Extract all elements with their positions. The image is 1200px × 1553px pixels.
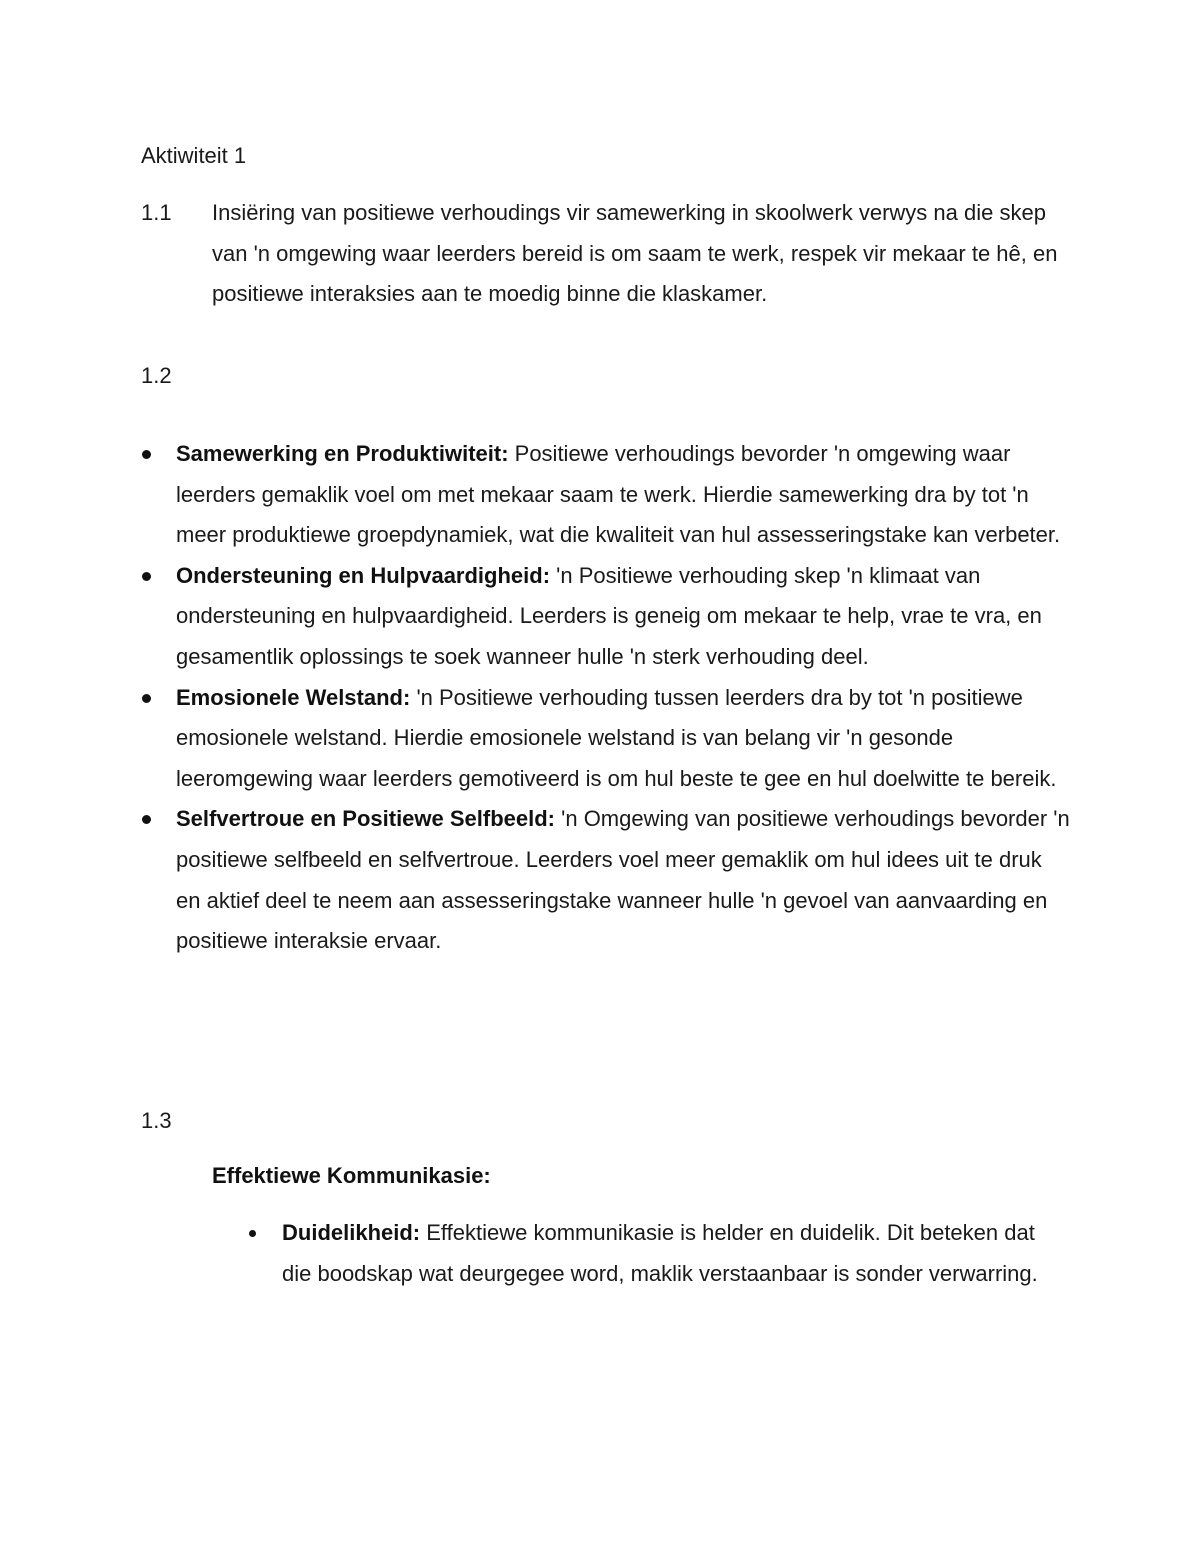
list-item [141, 434, 1071, 556]
section-1-1-paragraph: Insiëring van positiewe verhoudings vir samewerking in skoolwerk verwys na die skep van 'n omgewing waar leerders bereid is om saam te werk, respek vir mekaar te hê, en positiewe interaksies aan te moedig binne die klaskamer. [212, 200, 1058, 306]
bullet-text: Effektiewe kommunikasie is helder en duidelik. Dit beteken dat die boodskap wat deurgegee word, maklik verstaanbaar is sonder verwarring. [282, 1220, 1038, 1286]
section-number-1-1: 1.1 [141, 200, 172, 225]
bullet-text: Positiewe verhoudings bevorder 'n omgewing waar leerders gemaklik voel om met mekaar saam te werk. Hierdie samewerking dra by tot 'n meer produktiewe groepdynamiek, wat die kwaliteit van hul assesseringstake kan verbeter. [176, 441, 1061, 548]
bullet-text: 'n Positiewe verhouding tussen leerders dra by tot 'n positiewe emosionele welstand. Hierdie emosionele welstand is van belang vir 'n gesonde leeromgewing waar leerders gemotiveerd is om hul beste te gee en hul doelwitte te bereik. [176, 684, 1057, 791]
bullet-text: 'n Positiewe verhouding skep 'n klimaat van ondersteuning en hulpvaardigheid. Leerders is geneig om mekaar te help, vrae te vra, en gesamentlik oplossings te soek wanneer hulle 'n sterk verhouding deel. [176, 562, 1042, 669]
list-item [141, 556, 1071, 678]
bullet-icon [142, 450, 151, 459]
list-item [247, 1213, 1067, 1294]
document-title: Aktiwiteit 1 [141, 143, 247, 168]
bullet-text: 'n Omgewing van positiewe verhoudings bevorder 'n positiewe selfbeeld en selfvertroue. Leerders voel meer gemaklik om hul idees uit te druk en aktief deel te neem aan assesseringstake wanneer hulle 'n gevoel van aanvaarding en positiewe interaksie ervaar. [176, 806, 1070, 954]
bullet-term: Ondersteuning en Hulpvaardigheid: [176, 562, 551, 588]
bullet-icon [142, 815, 151, 824]
bullet-term: Duidelikheid: [282, 1220, 421, 1245]
section-number-1-3: 1.3 [141, 1108, 172, 1133]
bullet-term: Emosionele Welstand: [176, 684, 411, 710]
bullet-term: Selfvertroue en Positiewe Selfbeeld: [176, 806, 556, 832]
section-1-3-heading: Effektiewe Kommunikasie: [212, 1163, 491, 1188]
bullet-icon [249, 1230, 256, 1237]
bullet-icon [142, 694, 151, 703]
section-1-3-bullet-list [247, 1213, 1067, 1294]
bullet-term: Samewerking en Produktiwiteit: [176, 441, 509, 466]
list-item [141, 799, 1071, 961]
list-item [141, 678, 1071, 800]
section-1-2-bullet-list [141, 434, 1071, 962]
section-number-1-2: 1.2 [141, 363, 172, 388]
bullet-icon [142, 572, 151, 581]
